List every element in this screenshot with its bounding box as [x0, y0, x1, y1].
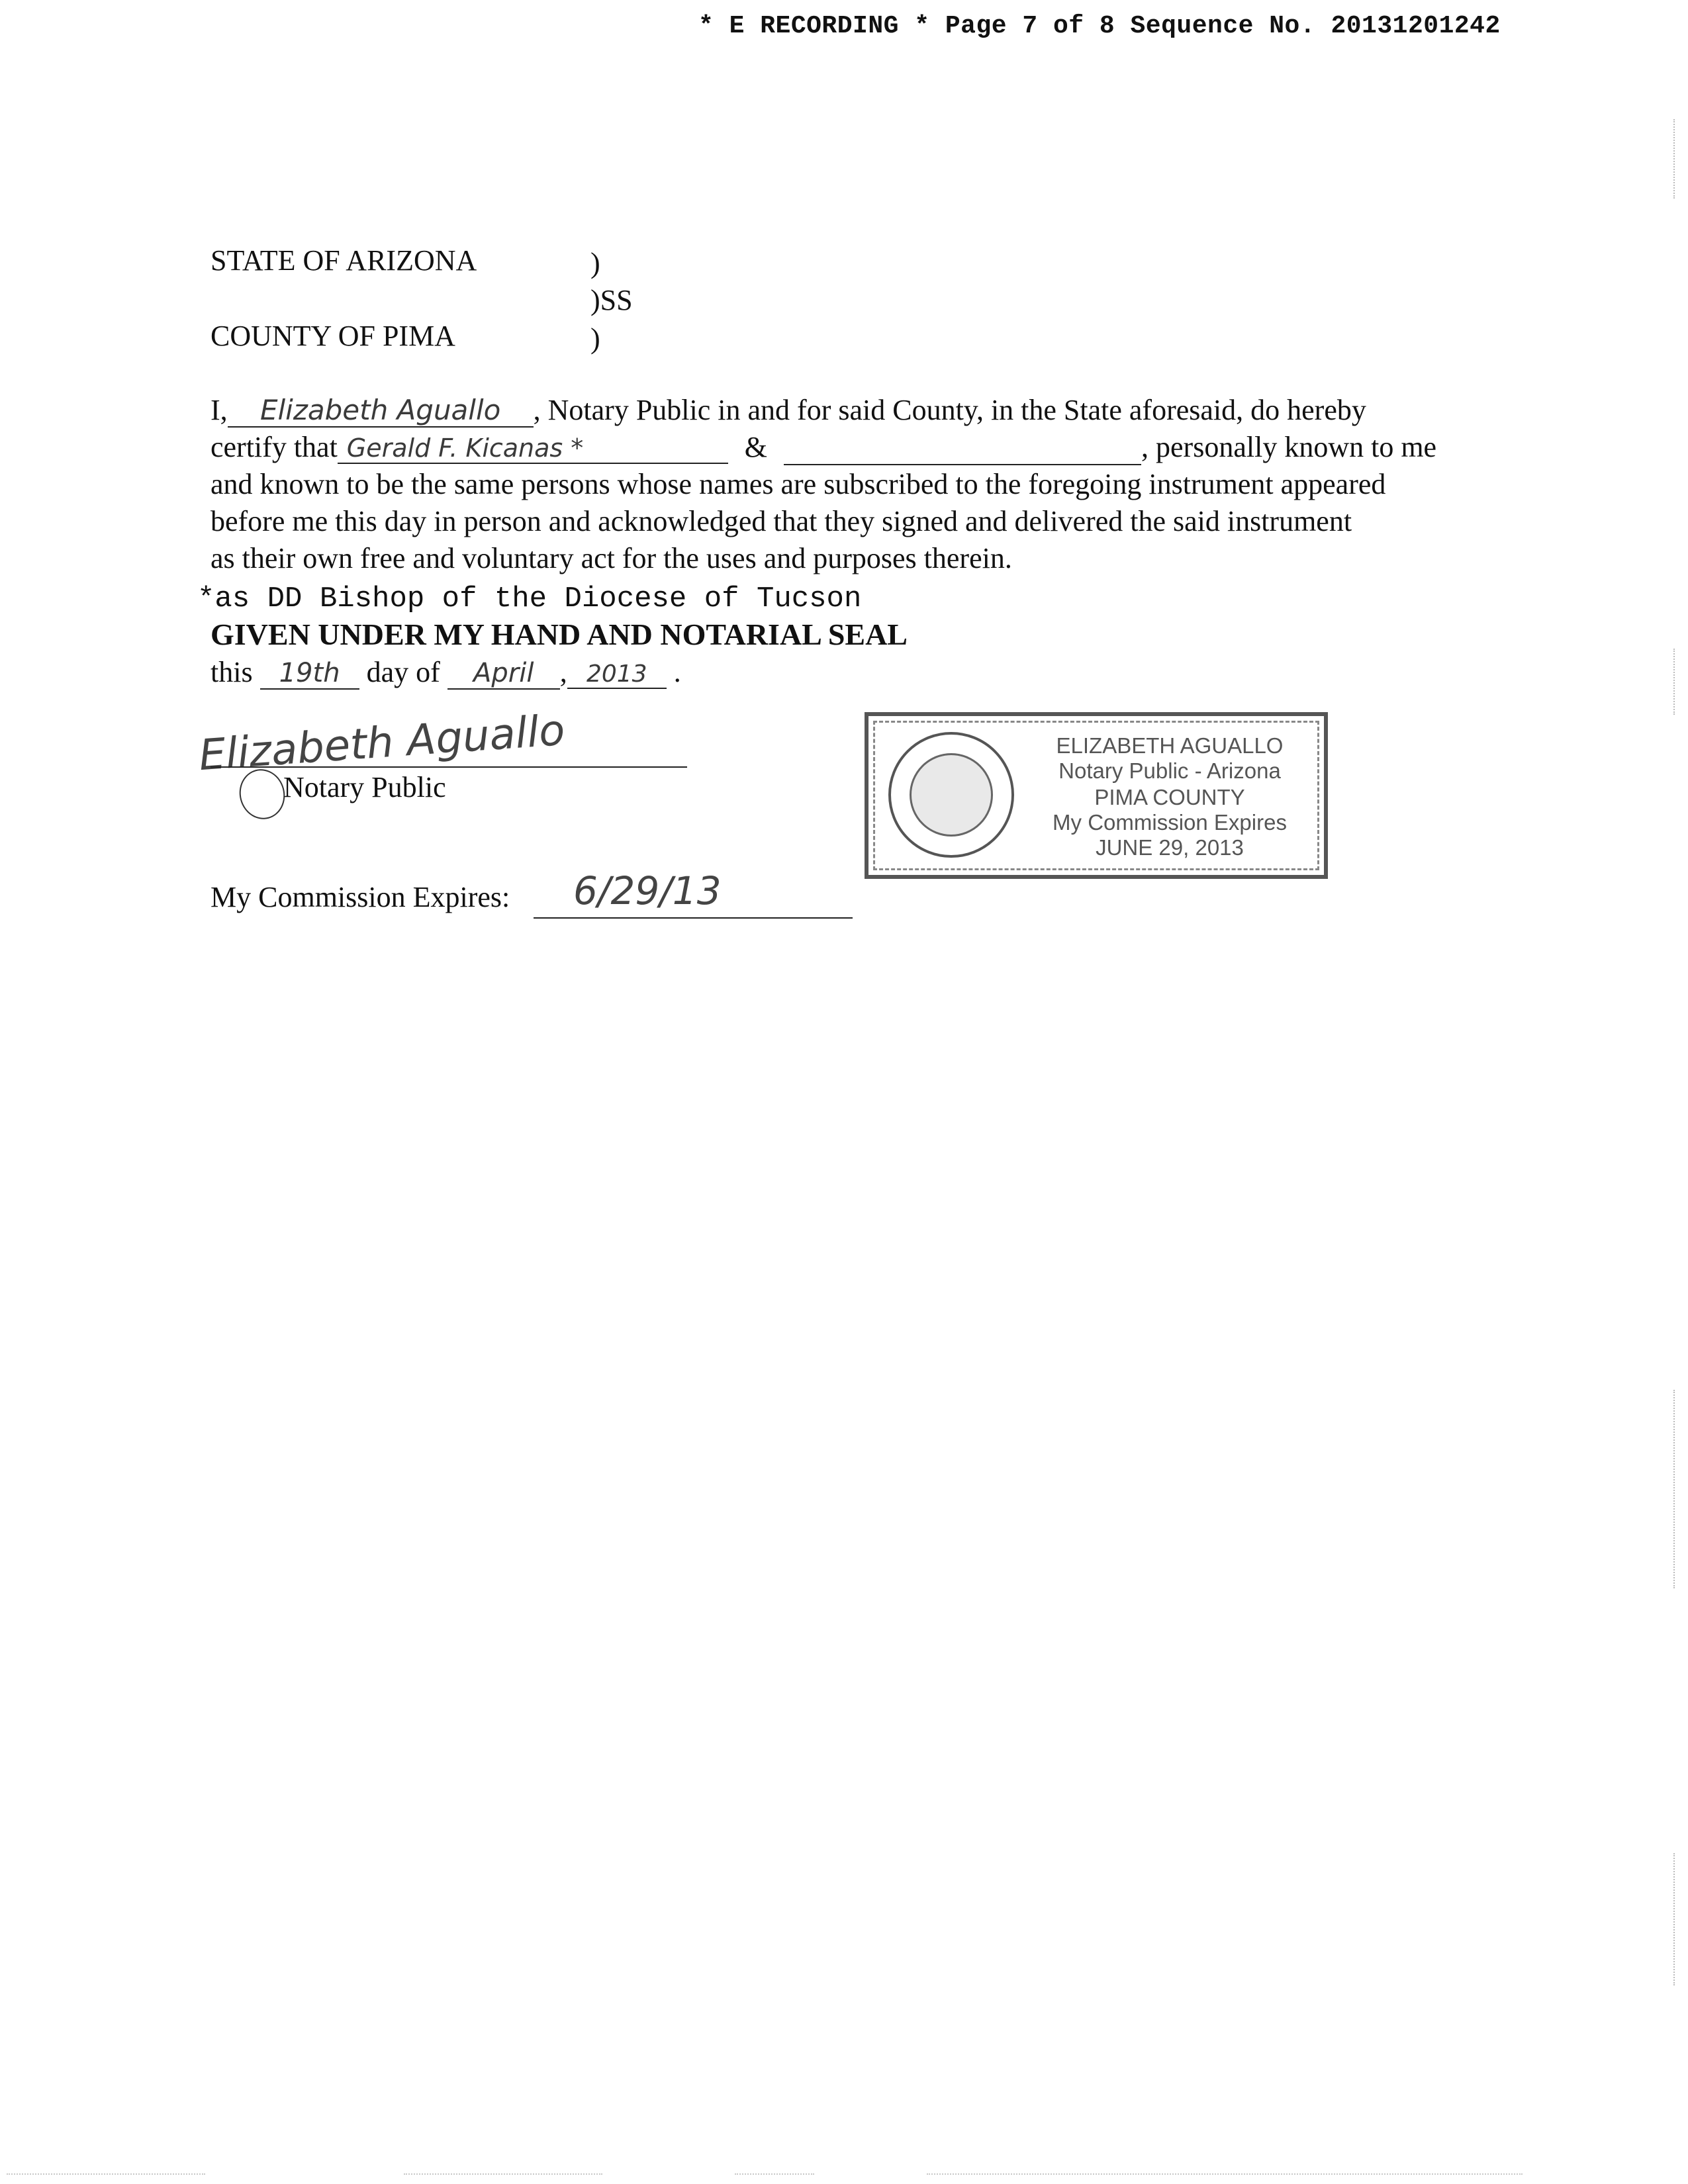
- date-this: this: [211, 656, 253, 688]
- stamp-commission-label: My Commission Expires: [1053, 810, 1287, 835]
- day-handwritten: 19th: [260, 658, 359, 690]
- certificate-prefix: I,: [211, 394, 228, 426]
- stamp-expiry: JUNE 29, 2013: [1096, 835, 1244, 860]
- certificate-line-2-start: certify that: [211, 431, 338, 463]
- caption-state: STATE OF ARIZONA: [211, 244, 477, 277]
- caption-ss: )SS: [590, 284, 633, 316]
- stamp-county: PIMA COUNTY: [1094, 785, 1245, 809]
- given-heading: GIVEN UNDER MY HAND AND NOTARIAL SEAL: [211, 617, 908, 651]
- notary-stamp: [865, 712, 1328, 879]
- certificate-line-1-rest: , Notary Public in and for said County, in the State aforesaid, do hereby: [533, 394, 1366, 426]
- commission-label: My Commission Expires:: [211, 881, 510, 913]
- certificate-line-1: [211, 393, 1448, 428]
- scan-artifact: [404, 2173, 602, 2175]
- year-handwritten: 2013: [567, 660, 667, 689]
- capacity-note: *as DD Bishop of the Diocese of Tucson: [197, 582, 862, 615]
- scan-artifact: [7, 2173, 205, 2175]
- stamp-title: Notary Public - Arizona: [1058, 758, 1281, 783]
- notary-public-label: Notary Public: [283, 771, 446, 803]
- certificate-line-4: before me this day in person and acknowledged that they signed and delivered the said instrument: [211, 505, 1352, 537]
- scan-artifact: [735, 2173, 814, 2175]
- scan-artifact: [1673, 1853, 1675, 1985]
- certificate-line-2-end: , personally known to me: [1141, 431, 1437, 463]
- caption-paren-top: ): [590, 247, 600, 279]
- caption-paren-bottom: ): [590, 322, 600, 355]
- commission-line: [534, 917, 853, 919]
- certificate-line-2: [211, 430, 1448, 465]
- notary-name-handwritten: Elizabeth Aguallo: [228, 394, 534, 428]
- seal-center: [910, 753, 993, 837]
- scan-artifact: [1673, 1390, 1675, 1588]
- notary-signature: Elizabeth Aguallo: [197, 705, 567, 781]
- scan-artifact: [927, 2173, 1523, 2175]
- signature-line: [211, 766, 687, 768]
- signer-name-handwritten: Gerald F. Kicanas *: [338, 433, 728, 464]
- date-day-of: day of: [366, 656, 440, 688]
- state-seal-icon: [888, 732, 1014, 858]
- certificate-line-3: and known to be the same persons whose names are subscribed to the foregoing instrument appeared: [211, 468, 1386, 500]
- stamp-name: ELIZABETH AGUALLO: [1056, 733, 1284, 758]
- certificate-ampersand: &: [744, 431, 768, 463]
- scan-artifact: [1673, 649, 1675, 715]
- commission-date-handwritten: 6/29/13: [573, 868, 722, 913]
- date-period: .: [673, 656, 681, 688]
- second-signer-blank: [784, 430, 1141, 465]
- recording-header: * E RECORDING * Page 7 of 8 Sequence No. 20131201242: [698, 12, 1501, 40]
- scan-artifact: [1673, 119, 1675, 199]
- date-line: [211, 655, 1448, 690]
- date-comma: ,: [559, 656, 567, 688]
- caption-county: COUNTY OF PIMA: [211, 320, 455, 352]
- month-handwritten: April: [447, 658, 560, 690]
- certificate-line-5: as their own free and voluntary act for the uses and purposes therein.: [211, 542, 1012, 574]
